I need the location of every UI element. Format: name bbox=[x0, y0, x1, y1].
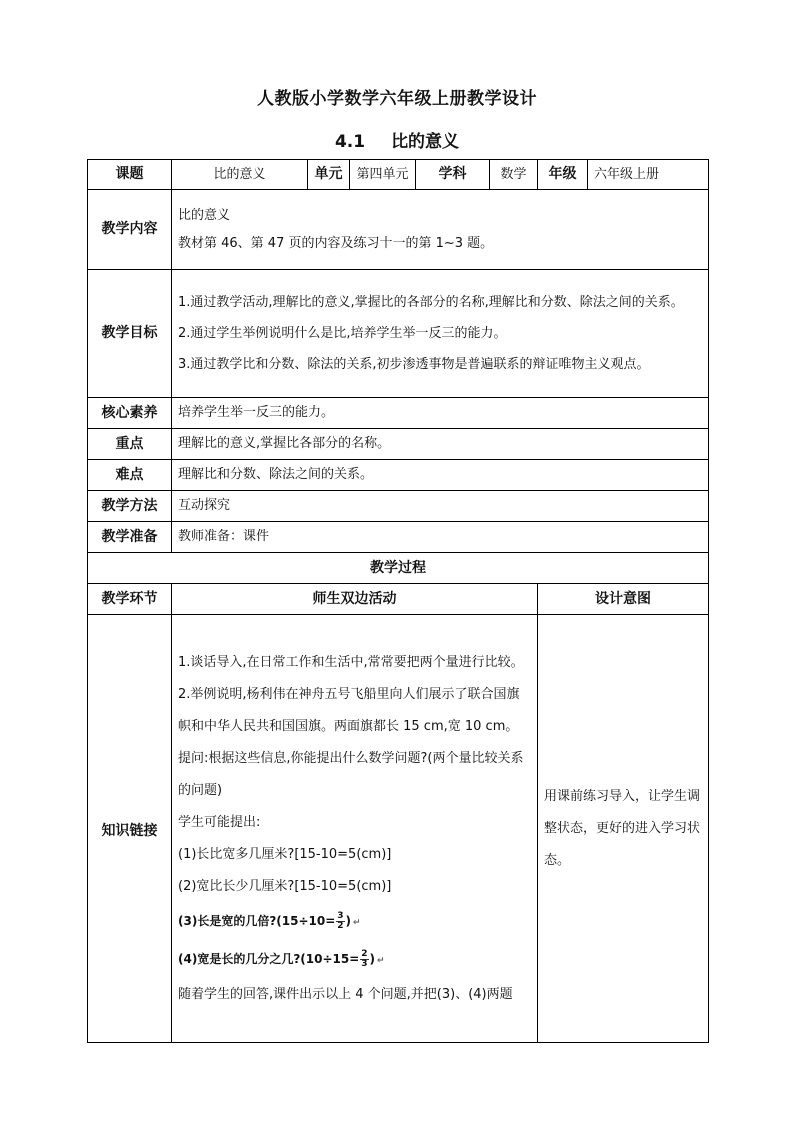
difficult-label: 难点 bbox=[88, 460, 172, 491]
process-intent bbox=[538, 615, 709, 1043]
intent-text: 用课前练习导入，让学生调整状态，更好的进入学习状态。 bbox=[544, 788, 701, 868]
question-2: (2)宽比长少几厘米?[15-10=5(cm)] bbox=[178, 878, 392, 894]
activity-p1: 1.谈话导入,在日常工作和生活中,常常要把两个量进行比较。 bbox=[178, 654, 524, 670]
grade-label: 年级 bbox=[538, 160, 588, 190]
activity-p2: 2.举例说明,杨利伟在神舟五号飞船里向人们展示了联合国旗帜和中华人民共和国国旗。两面旗都长 15 cm,宽 10 cm。 bbox=[178, 686, 520, 734]
process-col-stage: 教学环节 bbox=[88, 584, 172, 615]
key-label: 重点 bbox=[88, 429, 172, 460]
literacy-value: 培养学生举一反三的能力。 bbox=[172, 398, 709, 429]
topic-label: 课题 bbox=[88, 160, 172, 190]
prep-label: 教学准备 bbox=[88, 522, 172, 553]
content-label: 教学内容 bbox=[88, 190, 172, 270]
process-row bbox=[88, 615, 709, 1043]
fraction-denominator: 2 bbox=[337, 920, 344, 931]
key-row bbox=[88, 429, 709, 460]
process-heading-row bbox=[88, 553, 709, 584]
lesson-number: 4.1 bbox=[334, 132, 366, 152]
close-paren: ) bbox=[369, 951, 376, 966]
goals-row bbox=[88, 270, 709, 398]
process-heading: 教学过程 bbox=[88, 553, 709, 584]
question-3 bbox=[178, 903, 531, 941]
literacy-label: 核心素养 bbox=[88, 398, 172, 429]
unit-value: 第四单元 bbox=[350, 160, 416, 190]
process-col-intent: 设计意图 bbox=[538, 584, 709, 615]
unit-label: 单元 bbox=[308, 160, 350, 190]
key-value: 理解比的意义,掌握比各部分的名称。 bbox=[172, 429, 709, 460]
method-label: 教学方法 bbox=[88, 491, 172, 522]
subject-value: 数学 bbox=[490, 160, 538, 190]
activity-p4: 学生可能提出: bbox=[178, 814, 261, 830]
goals-value bbox=[172, 270, 709, 398]
content-line-2: 教材第 46、第 47 页的内容及练习十一的第 1~3 题。 bbox=[178, 235, 494, 251]
activity-p3: 提问:根据这些信息,你能提出什么数学问题?(两个量比较关系的问题) bbox=[178, 750, 524, 798]
document-title: 人教版小学数学六年级上册教学设计 bbox=[257, 89, 537, 109]
goal-1: 1.通过教学活动,理解比的意义,掌握比的各部分的名称,理解比和分数、除法之间的关系。 bbox=[178, 295, 684, 310]
header-row bbox=[88, 160, 709, 190]
lesson-plan-table bbox=[87, 159, 709, 1043]
method-value: 互动探究 bbox=[172, 491, 709, 522]
process-col-activity: 师生双边活动 bbox=[172, 584, 538, 615]
fraction-numerator: 3 bbox=[337, 910, 344, 921]
method-row bbox=[88, 491, 709, 522]
grade-value: 六年级上册 bbox=[588, 160, 709, 190]
lesson-heading bbox=[0, 127, 794, 152]
content-row bbox=[88, 190, 709, 270]
question-3-text: (3)长是宽的几倍?(15÷10= bbox=[178, 913, 336, 928]
process-columns-row bbox=[88, 584, 709, 615]
close-paren: ) bbox=[345, 913, 352, 928]
process-stage: 知识链接 bbox=[88, 615, 172, 1043]
fraction-numerator: 2 bbox=[361, 948, 368, 959]
goal-3: 3.通过教学比和分数、除法的关系,初步渗透事物是普遍联系的辩证唯物主义观点。 bbox=[178, 357, 650, 372]
question-1: (1)长比宽多几厘米?[15-10=5(cm)] bbox=[178, 846, 392, 862]
prep-value: 教师准备：课件 bbox=[172, 522, 709, 553]
prep-row bbox=[88, 522, 709, 553]
activity-p5: 随着学生的回答,课件出示以上 4 个问题,并把(3)、(4)两题 bbox=[178, 986, 513, 1002]
topic-value: 比的意义 bbox=[172, 160, 308, 190]
difficult-value: 理解比和分数、除法之间的关系。 bbox=[172, 460, 709, 491]
fraction-2-3 bbox=[360, 950, 368, 969]
content-line-1: 比的意义 bbox=[178, 207, 231, 223]
content-value bbox=[172, 190, 709, 270]
process-activity bbox=[172, 615, 538, 1043]
fraction-denominator: 3 bbox=[361, 958, 368, 969]
difficult-row bbox=[88, 460, 709, 491]
literacy-row bbox=[88, 398, 709, 429]
fraction-3-2 bbox=[336, 912, 344, 931]
goal-2: 2.通过学生举例说明什么是比,培养学生举一反三的能力。 bbox=[178, 326, 507, 341]
return-mark-icon: ↵ bbox=[377, 955, 385, 966]
subject-label: 学科 bbox=[416, 160, 490, 190]
question-4-text: (4)宽是长的几分之几?(10÷15= bbox=[178, 951, 360, 966]
question-4 bbox=[178, 941, 531, 979]
goals-label: 教学目标 bbox=[88, 270, 172, 398]
lesson-title: 比的意义 bbox=[391, 132, 460, 152]
return-mark-icon: ↵ bbox=[353, 917, 361, 928]
